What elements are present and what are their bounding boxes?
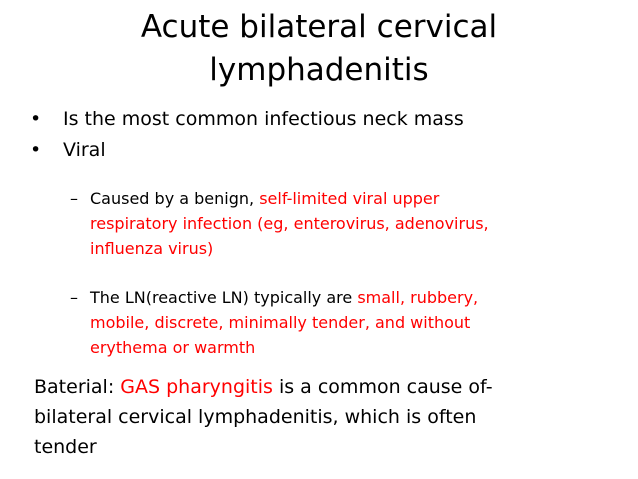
- sub-item-line: [70, 285, 590, 310]
- sub-item-line: erythema or warmth: [90, 338, 256, 357]
- sub-item-caused-by: [70, 186, 590, 261]
- sub-item-ln-reactive: [70, 285, 590, 360]
- bottom-line-2: bilateral cervical lymphadenitis, which is often: [34, 406, 477, 428]
- text-red: self-limited viral upper: [259, 189, 440, 208]
- bullet-item-viral: [30, 137, 630, 164]
- sub-item-line: mobile, discrete, minimally tender, and without: [90, 313, 471, 332]
- text-black: Caused by a benign,: [90, 189, 260, 208]
- bottom-line-1: [34, 372, 624, 402]
- dash-marker: –: [70, 288, 78, 307]
- text-red: GAS pharyngitis: [120, 376, 273, 398]
- dash-marker: –: [70, 189, 78, 208]
- slide-title: [60, 6, 578, 92]
- text-black: Baterial:: [34, 376, 121, 398]
- bullet-item-most-common: [30, 106, 630, 133]
- text-black: The LN(reactive LN) typically are: [90, 288, 358, 307]
- bullet-list: [30, 106, 630, 168]
- title-line-2: lymphadenitis: [209, 52, 429, 88]
- sub-item-line: respiratory infection (eg, enterovirus, adenovirus,: [90, 214, 489, 233]
- text-black: is a common cause of-: [272, 376, 493, 398]
- title-line-1: Acute bilateral cervical: [140, 9, 498, 45]
- text-red: small, rubbery,: [357, 288, 479, 307]
- bullet-text: Viral: [63, 139, 106, 161]
- bullet-text: Is the most common infectious neck mass: [63, 108, 464, 130]
- bullet-marker: •: [30, 108, 42, 130]
- bottom-line-3: tender: [34, 436, 97, 458]
- sub-item-line: influenza virus): [90, 239, 214, 258]
- bottom-paragraph: [34, 372, 624, 462]
- sub-item-line: [70, 186, 590, 211]
- bullet-marker: •: [30, 139, 42, 161]
